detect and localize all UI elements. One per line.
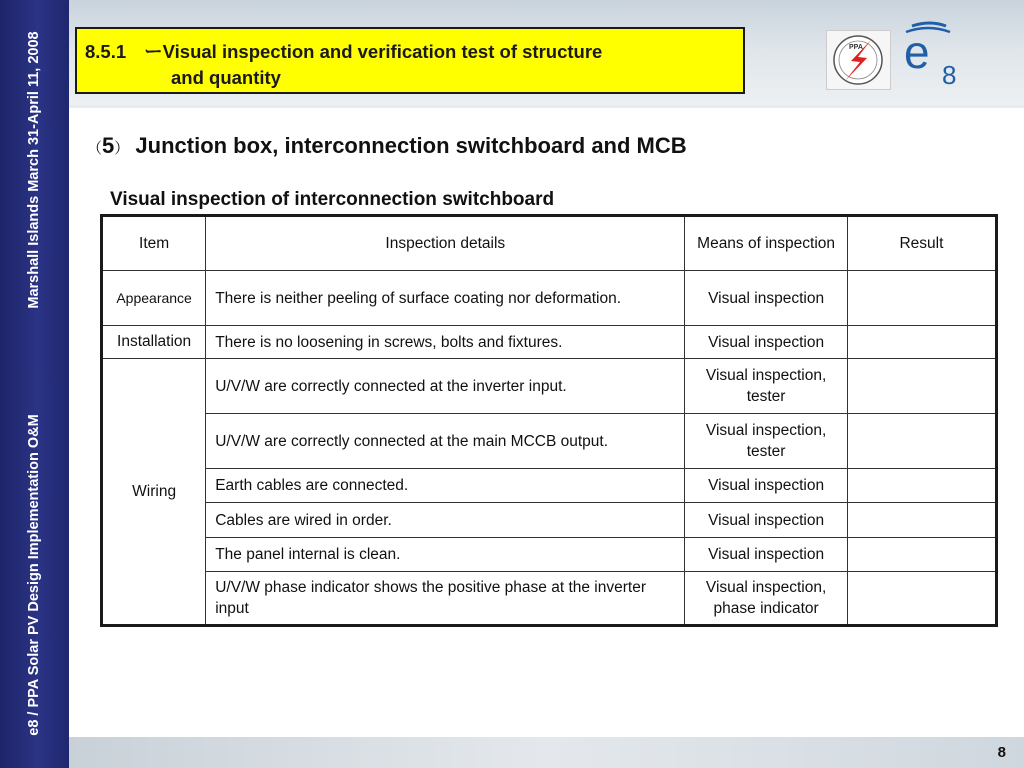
- e8-logo: [900, 18, 968, 88]
- row-detail: Cables are wired in order.: [206, 503, 685, 538]
- table-row: [102, 469, 997, 503]
- ppa-logo: [826, 30, 891, 90]
- heading-open-paren: （: [87, 140, 103, 157]
- row-means: Visual inspection, phase indicator: [685, 572, 847, 626]
- footer-band: [69, 737, 1024, 768]
- header-result: Result: [847, 216, 996, 271]
- table-caption: Visual inspection of interconnection switchboard: [110, 189, 555, 210]
- table-row: [102, 572, 997, 626]
- row-means: Visual inspection, tester: [685, 414, 847, 469]
- slide-title-box: [75, 27, 745, 94]
- table-row: [102, 359, 997, 414]
- inspection-table: [100, 214, 998, 627]
- course-caption: e8 / PPA Solar PV Design Implementation O&M: [26, 414, 42, 736]
- row-means: Visual inspection: [685, 469, 847, 503]
- section-number: 8.5.1: [85, 41, 127, 62]
- header-inspection-details: Inspection details: [206, 216, 685, 271]
- row-detail: The panel internal is clean.: [206, 538, 685, 572]
- left-sidebar: [0, 0, 69, 768]
- heading-number: 5: [102, 133, 115, 158]
- row-detail: There is neither peeling of surface coating nor deformation.: [206, 271, 685, 326]
- section-heading: [87, 133, 687, 159]
- header-item: Item: [102, 216, 206, 271]
- row-result: [847, 414, 996, 469]
- row-result: [847, 271, 996, 326]
- table-row: [102, 326, 997, 359]
- row-means: Visual inspection: [685, 271, 847, 326]
- row-detail: U/V/W phase indicator shows the positive phase at the inverter input: [206, 572, 685, 626]
- row-means: Visual inspection: [685, 538, 847, 572]
- row-means: Visual inspection: [685, 326, 847, 359]
- table-row: [102, 414, 997, 469]
- table-row: [102, 503, 997, 538]
- page-number: 8: [997, 744, 1006, 761]
- ppa-logo-text: PPA: [849, 44, 863, 51]
- row-means: Visual inspection, tester: [685, 359, 847, 414]
- ppa-logo-icon: [827, 31, 890, 89]
- row-detail: U/V/W are correctly connected at the main MCCB output.: [206, 414, 685, 469]
- e8-logo-letter: e: [904, 26, 930, 78]
- row-detail: There is no loosening in screws, bolts and fixtures.: [206, 326, 685, 359]
- row-means: Visual inspection: [685, 503, 847, 538]
- row-result: [847, 503, 996, 538]
- slide-title-text: ーVisual inspection and verification test of structure: [144, 41, 603, 62]
- slide-title-line2: and quantity: [171, 67, 281, 88]
- row-item-appearance: Appearance: [102, 271, 206, 326]
- table-row: [102, 538, 997, 572]
- e8-logo-number: 8: [942, 60, 957, 88]
- row-result: [847, 538, 996, 572]
- row-result: [847, 359, 996, 414]
- table-header-row: [102, 216, 997, 271]
- row-item-installation: Installation: [102, 326, 206, 359]
- row-detail: Earth cables are connected.: [206, 469, 685, 503]
- row-result: [847, 469, 996, 503]
- header-means: Means of inspection: [685, 216, 847, 271]
- heading-close-paren: ）: [114, 140, 130, 157]
- table-row: [102, 271, 997, 326]
- slide-title-line1: [85, 38, 602, 64]
- row-result: [847, 572, 996, 626]
- row-item-wiring: Wiring: [102, 359, 206, 626]
- event-caption: Marshall Islands March 31-April 11, 2008: [26, 31, 42, 309]
- row-result: [847, 326, 996, 359]
- row-detail: U/V/W are correctly connected at the inverter input.: [206, 359, 685, 414]
- heading-text: Junction box, interconnection switchboard and MCB: [135, 133, 687, 158]
- e8-logo-icon: [900, 18, 968, 88]
